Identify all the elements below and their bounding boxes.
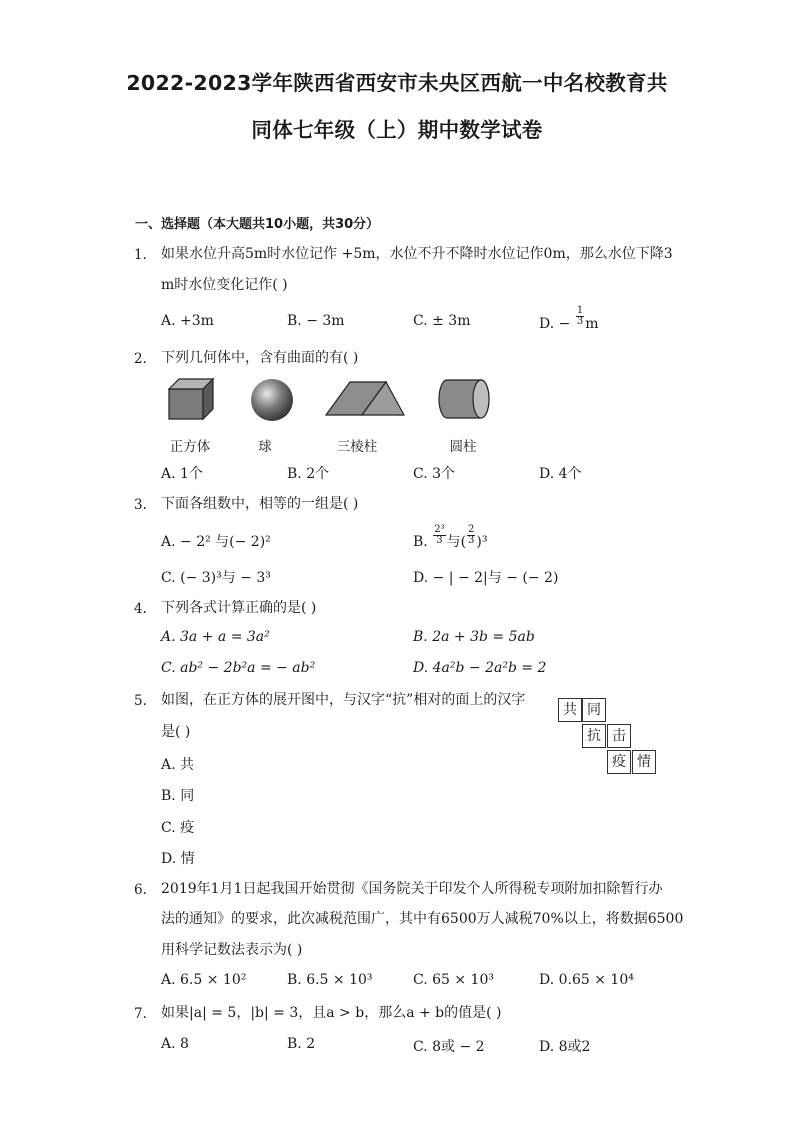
- question-number: 6.: [134, 882, 147, 898]
- option-c: C. ab² − 2b²a = − ab²: [161, 660, 316, 676]
- question-text: 2019年1月1日起我国开始贯彻《国务院关于印发个人所得税专项附加扣除暂行办: [161, 881, 663, 897]
- question-text-cont: 法的通知》的要求，此次减税范围广，其中有6500万人减税70%以上，将数据6500: [161, 911, 684, 927]
- net-cell: 抗: [582, 724, 606, 748]
- option-d: D. 情: [161, 851, 195, 867]
- question-number: 1.: [134, 247, 147, 263]
- option-c: C. (− 3)³与 − 3³: [161, 570, 271, 586]
- option-a: A. 3a + a = 3a²: [161, 629, 270, 645]
- option-b: [413, 523, 488, 550]
- net-cell: 共: [558, 698, 582, 722]
- option-c: C. 3个: [413, 466, 456, 482]
- option-c: C. 疫: [161, 820, 195, 836]
- caption-sphere: 球: [258, 439, 272, 455]
- question-text-cont: 用科学记数法表示为( ): [161, 942, 303, 958]
- question-text: 下面各组数中，相等的一组是( ): [161, 496, 359, 512]
- question-number: 3.: [134, 497, 147, 513]
- option-a: A. − 2² 与(− 2)²: [161, 534, 271, 550]
- cylinder-figure: [437, 378, 493, 420]
- triangular-prism-figure: [324, 379, 406, 419]
- question-text-cont: 是( ): [161, 724, 191, 740]
- question-number: 2.: [134, 351, 147, 367]
- option-a: A. 8: [161, 1036, 189, 1052]
- question-text-cont: m时水位变化记作( ): [161, 277, 288, 293]
- option-a: A. 共: [161, 757, 195, 773]
- question-text: 如图，在正方体的展开图中，与汉字“抗”相对的面上的汉字: [161, 692, 526, 708]
- net-cell: 疫: [607, 750, 631, 774]
- caption-cylinder: 圆柱: [449, 439, 477, 455]
- option-c: C. 65 × 10³: [413, 972, 494, 988]
- option-d: D. 0.65 × 10⁴: [539, 972, 634, 988]
- option-c: C. ± 3m: [413, 313, 471, 329]
- fraction-numerator: 2³: [434, 523, 445, 535]
- question-number: 5.: [134, 693, 147, 709]
- question-number: 7.: [134, 1006, 147, 1022]
- question-text: 如果水位升高5m时水位记作 +5m，水位不升不降时水位记作0m，那么水位下降3: [161, 246, 673, 262]
- option-b-fraction-2: [467, 525, 475, 546]
- caption-cube: 正方体: [169, 439, 211, 455]
- exam-title-line2: 同体七年级（上）期中数学试卷: [251, 118, 543, 142]
- fraction-numerator: 2: [468, 523, 475, 535]
- net-cell: 击: [607, 724, 631, 748]
- option-d: D. 4a²b − 2a²b = 2: [413, 660, 547, 676]
- question-text: 下列各式计算正确的是( ): [161, 600, 317, 616]
- option-b: B. 6.5 × 10³: [287, 972, 373, 988]
- option-b-end: )³: [476, 534, 488, 550]
- option-b: B. 2: [287, 1036, 316, 1052]
- net-cell: 情: [632, 750, 656, 774]
- option-b-fraction-1: [433, 525, 445, 546]
- fraction-numerator: 1: [576, 305, 584, 316]
- option-d-unit: m: [585, 315, 599, 332]
- option-a: A. +3m: [161, 313, 214, 329]
- option-d: [539, 305, 599, 332]
- fraction-denominator: 3: [576, 316, 584, 327]
- option-b-mid: 与(: [446, 534, 467, 550]
- fraction-denominator: 3: [468, 534, 475, 546]
- option-b: B. − 3m: [287, 313, 345, 329]
- option-a: A. 1个: [161, 466, 203, 482]
- option-b: B. 2a + 3b = 5ab: [413, 629, 535, 645]
- option-b: B. 2个: [287, 466, 330, 482]
- fraction-denominator: 3: [436, 534, 443, 546]
- cube-figure: [163, 377, 215, 421]
- question-text: 下列几何体中，含有曲面的有( ): [161, 350, 359, 366]
- exam-title-line1: 2022-2023学年陕西省西安市未央区西航一中名校教育共: [126, 71, 668, 95]
- question-text: 如果|a| = 5，|b| = 3，且a > b，那么a + b的值是( ): [161, 1005, 502, 1021]
- option-d: D. 4个: [539, 466, 582, 482]
- option-c: C. 8或 − 2: [413, 1039, 485, 1055]
- option-d-prefix: D. −: [539, 315, 571, 332]
- option-d-fraction: [576, 306, 584, 327]
- section-heading: 一、选择题（本大题共10小题，共30分）: [135, 217, 380, 232]
- sphere-figure: [248, 376, 296, 424]
- option-b-label: B.: [413, 534, 428, 550]
- caption-prism: 三棱柱: [336, 439, 378, 455]
- option-a: A. 6.5 × 10²: [161, 972, 247, 988]
- net-cell: 同: [582, 698, 606, 722]
- question-number: 4.: [134, 601, 147, 617]
- option-d: D. 8或2: [539, 1039, 591, 1055]
- option-d: D. − | − 2|与 − (− 2): [413, 570, 559, 586]
- option-b: B. 同: [161, 788, 195, 804]
